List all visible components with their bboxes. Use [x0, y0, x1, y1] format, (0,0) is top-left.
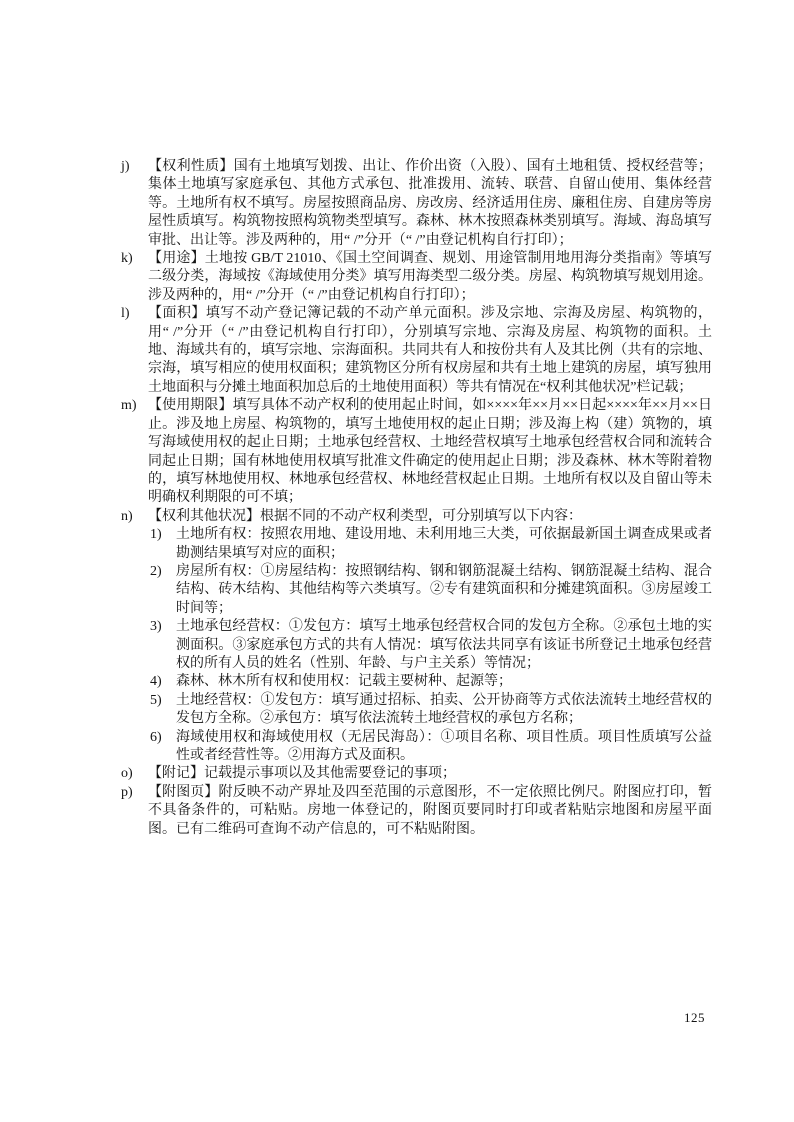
list-item-label: k) — [121, 251, 133, 267]
list-item-text: 【附图页】附反映不动产界址及四至范围的示意图形，不一定依照比例尺。附图应打印，暂不具备条件的，可粘贴。房地一体登记的，附图页要同时打印或者粘贴宗地图和房屋平面图。已有二维码可查询不动产信息的，可不粘贴附图。 — [148, 784, 712, 837]
document-body — [121, 158, 712, 839]
sublist-item-label: 3) — [150, 619, 162, 635]
list-item-label: o) — [121, 766, 133, 782]
list-item-o — [121, 765, 712, 783]
list-item-label: l) — [121, 306, 130, 322]
sublist-item-label: 4) — [150, 674, 162, 690]
sublist-item-label: 2) — [150, 563, 162, 579]
list-item-n — [121, 508, 712, 766]
list-item-label: m) — [121, 398, 137, 414]
list-item-label: j) — [121, 159, 130, 174]
list-item-p — [121, 784, 712, 839]
sublist-item-6 — [150, 729, 712, 766]
list-item-l — [121, 305, 712, 397]
sublist-item-text: 房屋所有权：①房屋结构：按照钢结构、钢和钢筋混凝土结构、钢筋混凝土结构、混合结构、砖木结构、其他结构等六类填写。②专有建筑面积和分摊建筑面积。③房屋竣工时间等； — [176, 563, 712, 616]
sublist-n — [148, 526, 712, 765]
list-item-text: 【用途】土地按 GB/T 21010、《国土空间调查、规划、用途管制用地用海分类指南》等填写二级分类，海域按《海域使用分类》填写用海类型二级分类。房屋、构筑物填写规划用途。涉及两种的，用“ /”分开（“ /”由登记机构自行打印）； — [148, 251, 712, 303]
sublist-item-text: 土地所有权：按照农用地、建设用地、未利用地三大类，可依据最新国土调查成果或者勘测结果填写对应的面积； — [176, 527, 712, 561]
sublist-item-3 — [150, 618, 712, 673]
sublist-item-label: 6) — [150, 729, 162, 745]
list-item-label: p) — [121, 784, 133, 800]
page-number: 125 — [684, 1010, 705, 1025]
list-item-text: 【权利其他状况】根据不同的不动产权利类型，可分别填写以下内容： — [148, 508, 582, 524]
sublist-item-label: 1) — [150, 527, 162, 543]
list-item-k — [121, 250, 712, 305]
list-item-text: 【附记】记载提示事项以及其他需要登记的事项； — [148, 766, 456, 782]
sublist-item-5 — [150, 692, 712, 729]
list-item-text: 【权利性质】国有土地填写划拨、出让、作价出资（入股）、国有土地租赁、授权经营等；集体土地填写家庭承包、其他方式承包、批准拨用、流转、联营、自留山使用、集体经营等。土地所有权不填写。房屋按照商品房、房改房、经济适用住房、廉租住房、自建房等房屋性质填写。构筑物按照构筑物类型填写。森林、林木按照森林类别填写。海域、海岛填写审批、出让等。涉及两种的，用“ /”分开（“ /”由登记机构自行打印）； — [148, 159, 712, 248]
sublist-item-2 — [150, 563, 712, 618]
list-item-text: 【面积】填写不动产登记簿记载的不动产单元面积。涉及宗地、宗海及房屋、构筑物的，用“ /”分开（“ /”由登记机构自行打印），分别填写宗地、宗海及房屋、构筑物的面积。土地、海域共有的，填写宗地、宗海面积。共同共有人和按份共有人及其比例（共有的宗地、宗海，填写相应的使用权面积；建筑物区分所有权房屋和共有土地上建筑的房屋，填写独用土地面积与分摊土地面积加总后的土地使用面积）等共有情况在“权利其他状况”栏记载； — [148, 306, 712, 395]
sublist-item-label: 5) — [150, 692, 162, 708]
list-item-m — [121, 397, 712, 507]
sublist-item-text: 海域使用权和海域使用权（无居民海岛）：①项目名称、项目性质。项目性质填写公益性或者经营性等。②用海方式及面积。 — [176, 729, 712, 763]
sublist-item-text: 土地经营权：①发包方：填写通过招标、拍卖、公开协商等方式依法流转土地经营权的发包方全称。②承包方：填写依法流转土地经营权的承包方名称； — [176, 692, 712, 727]
list-item-label: n) — [121, 508, 133, 524]
list-item-j — [121, 158, 712, 250]
sublist-item-1 — [150, 526, 712, 563]
sublist-item-4 — [150, 673, 712, 691]
sublist-item-text: 森林、林木所有权和使用权：记载主要树种、起源等； — [176, 674, 512, 690]
sublist-item-text: 土地承包经营权：①发包方：填写土地承包经营权合同的发包方全称。②承包土地的实测面积。③家庭承包方式的共有人情况：填写依法共同享有该证书所登记土地承包经营权的所有人员的姓名（性别、年龄、与户主关系）等情况； — [176, 619, 712, 671]
list-item-text: 【使用期限】填写具体不动产权利的使用起止时间，如××××年××月××日起××××年××月××日止。涉及地上房屋、构筑物的，填写土地使用权的起止日期；涉及海上构（建）筑物的，填写海域使用权的起止日期；土地承包经营权、土地经营权填写土地承包经营权合同和流转合同起止日期；国有林地使用权填写批准文件确定的使用起止日期；涉及森林、林木等附着物的，填写林地使用权、林地承包经营权、林地经营权起止日期。土地所有权以及自留山等未明确权利期限的可不填； — [148, 398, 712, 506]
